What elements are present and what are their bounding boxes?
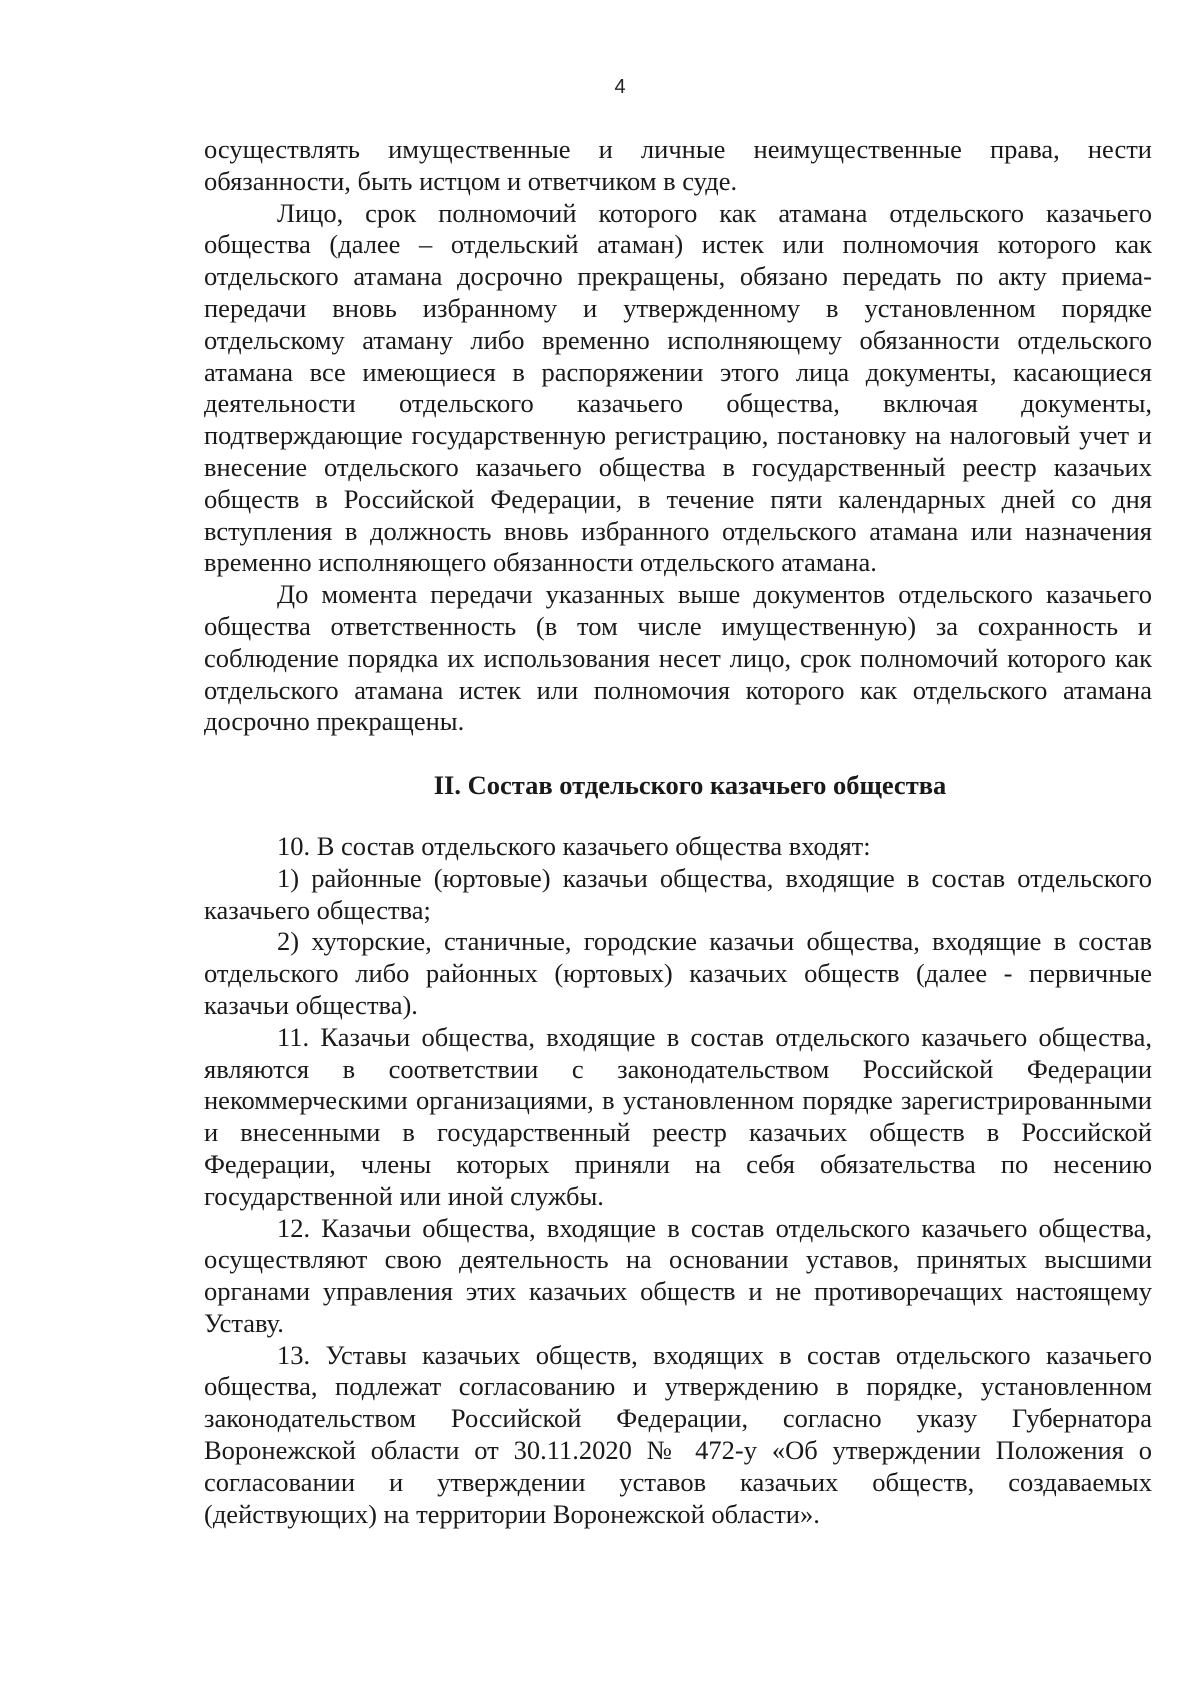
paragraph-item-10: 10. В состав отдельского казачьего общества входят: [277,830,871,861]
paragraph-responsibility: До момента передачи указанных выше документов отдельского казачьего общества ответственность (в том числе имущественную) за сохранность и соблюдение порядка их использования несет лицо, срок полномочий которого как отдельского атамана истек или полномочия которого как отдельского атамана досрочно прекращены. [204,579,1152,737]
paragraph-atamans-duty: Лицо, срок полномочий которого как атамана отдельского казачьего общества (далее – отдельский атаман) истек или полномочия которого как отдельского атамана досрочно прекращены, обязано передать по акту приема-передачи вновь избранному и утвержденному в установленном порядке отдельскому атаману либо временно исполняющему обязанности отдельского атамана все имеющиеся в распоряжении этого лица документы, касающиеся деятельности отдельского казачьего общества, включая документы, подтверждающие государственную регистрацию, постановку на налоговый учет и внесение отдельского казачьего общества в государственный реестр казачьих обществ в Российской Федерации, в течение пяти календарных дней со дня вступления в должность вновь избранного отдельского атамана или назначения временно исполняющего обязанности отдельского атамана. [204,197,1152,578]
paragraph-item-11: 11. Казачьи общества, входящие в состав отдельского казачьего общества, являются в соответствии с законодательством Российской Федерации некоммерческими организациями, в установленном порядке зарегистрированными и внесенными в государственный реестр казачьих обществ в Российской Федерации, члены которых приняли на себя обязательства по несению государственной или иной службы. [204,1021,1152,1211]
page-number: 4 [614,76,626,98]
paragraph-continuation: осуществлять имущественные и личные неимущественные права, нести обязанности, быть истцом и ответчиком в суде. [204,134,1152,196]
document-body [204,134,1152,1530]
paragraph-item-13: 13. Уставы казачьих обществ, входящих в состав отдельского казачьего общества, подлежат согласованию и утверждению в порядке, установленном законодательством Российской Федерации, согласно указу Губернатора Воронежской области от 30.11.2020 № 472-у «Об утверждении Положения о согласовании и утверждении уставов казачьих обществ, создаваемых (действующих) на территории Воронежской области». [204,1339,1152,1529]
paragraph-item-10-2: 2) хуторские, станичные, городские казачьи общества, входящие в состав отдельского либо районных (юртовых) казачьих обществ (далее - первичные казачьи общества). [204,926,1152,1020]
paragraph-item-12: 12. Казачьи общества, входящие в состав отдельского казачьего общества, осуществляют свою деятельность на основании уставов, принятых высшими органами управления этих казачьих обществ и не противоречащих настоящему Уставу. [204,1212,1152,1338]
paragraph-item-10-1: 1) районные (юртовые) казачьи общества, входящие в состав отдельского казачьего общества; [204,862,1152,925]
section-heading: II. Состав отдельского казачьего общества [433,770,947,801]
